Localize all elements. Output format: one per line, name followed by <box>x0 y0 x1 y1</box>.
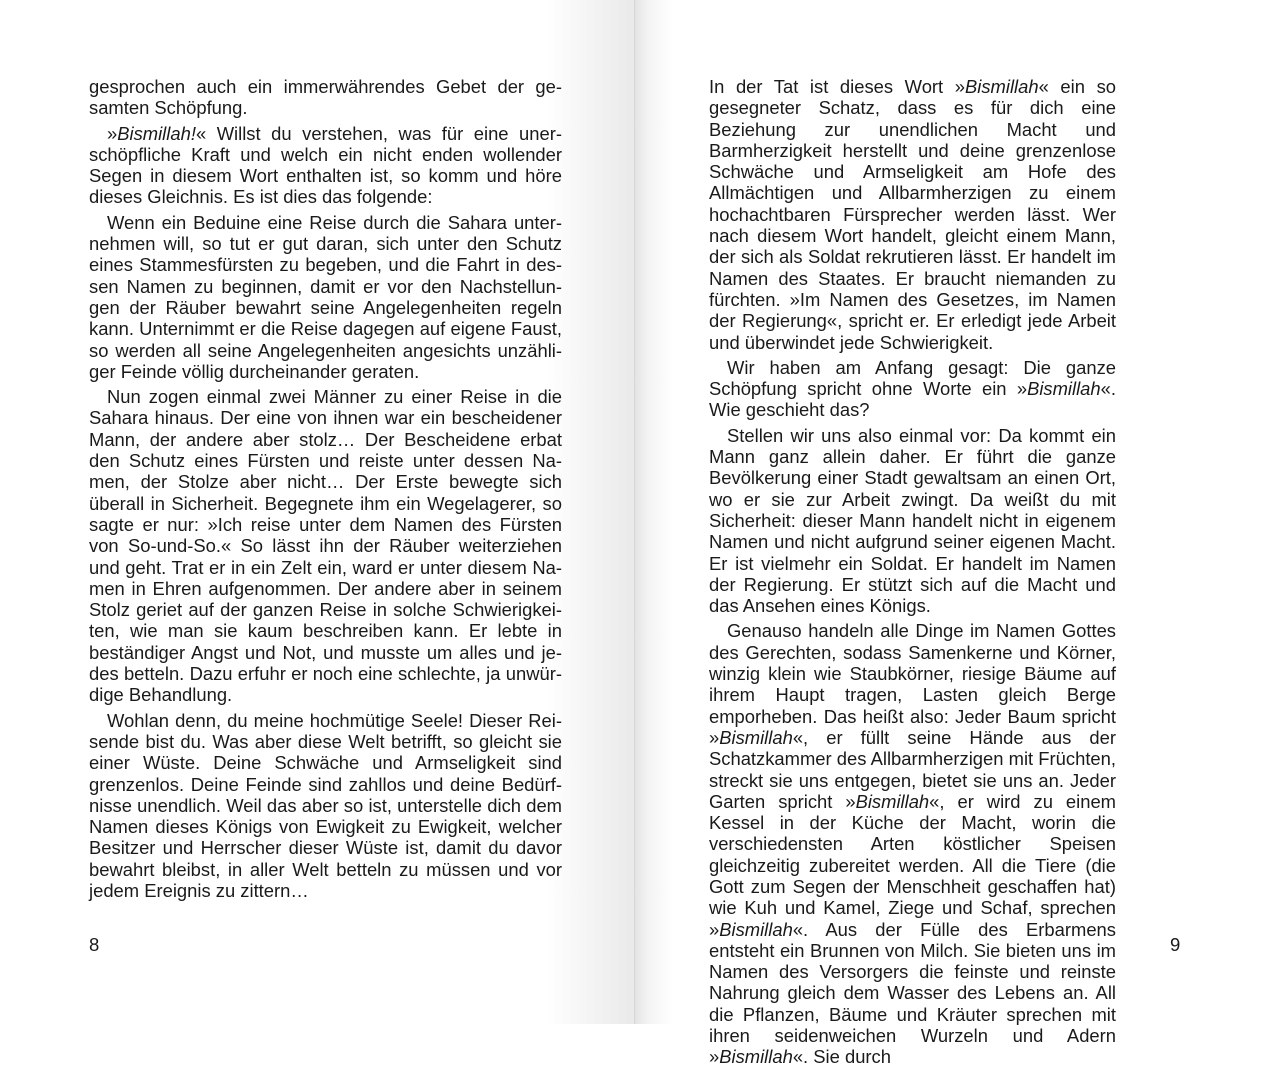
italic-text: Bismillah <box>1027 378 1101 400</box>
paragraph: Wenn ein Beduine eine Reise durch die Sahara unternehmen will, so tut er gut daran, sich unter den Schutz eines Stammesfürsten zu begeben, und die Fahrt in dessen Namen zu beginnen, damit er vor den Nachstellungen der Räuber bewahrt seine Angelegenheiten regeln kann. Unternimmt er die Reise dagegen auf eigene Faust, so werden all seine Angelegenheiten angesichts unzähliger Feinde völlig durcheinander geraten. <box>89 211 562 382</box>
italic-text: Bismillah <box>719 726 793 748</box>
italic-text: Bismillah <box>855 790 930 812</box>
paragraph: gesprochen auch ein immerwährendes Gebet der gesamten Schöpfung. <box>89 76 562 119</box>
page-number-left: 8 <box>89 934 100 955</box>
paragraph: Nun zogen einmal zwei Männer zu einer Reise in die Sahara hinaus. Der eine von ihnen war ein bescheidener Mann, der andere aber stolz… Der Bescheidene erbat den Schutz eines Fürsten und reiste unter dessen Namen, der Stolze aber nicht… Der Erste bewegte sich überall in Sicherheit. Begegnete ihm ein Wegelagerer, so sagte er nur: »Ich reise unter dem Namen des Fürsten von So-und-So.« So lässt ihn der Räuber weiterziehen und geht. Trat er in ein Zelt ein, ward er unter diesem Namen in Ehren aufgenommen. Der andere aber in seinem Stolz geriet auf der ganzen Reise in solche Schwierigkeiten, wie man sie kaum beschreiben kann. Er lebte in beständiger Angst und Not, und musste um alles und jedes betteln. Dazu erfuhr er noch eine schlechte, ja unwürdige Behandlung. <box>89 386 562 706</box>
left-page-text <box>89 76 562 905</box>
italic-text: Bismillah! <box>117 122 196 144</box>
italic-text: Bismillah <box>719 918 793 940</box>
italic-text: Bismillah <box>965 76 1039 97</box>
paragraph: Genauso handeln alle Dinge im Namen Gottes des Gerechten, sodass Samenkerne und Körner, winzig klein wie Staubkörner, riesige Bäume auf ihrem Haupt tragen, Lasten gleich Berge emporheben. Das heißt also: Jeder Baum spricht »Bismillah«, er füllt seine Hände aus der Schatzkammer des Allbarmherzigen mit Früchten, streckt sie uns entgegen, bietet sie uns an. Jeder Garten spricht »Bismillah«, er wird zu einem Kessel in der Küche der Macht, worin die verschiedensten Arten köstlicher Speisen gleichzeitig zubereitet werden. All die Tiere (die Gott zum Segen der Menschheit geschaffen hat) wie Kuh und Kamel, Ziege und Schaf, sprechen »Bismillah«. Aus der Fülle des Erbarmens entsteht ein Brunnen von Milch. Sie bieten uns im Namen des Versorgers die feinste und reinste Nahrung gleich dem Wasser des Lebens an. All die Pflanzen, Bäume und Kräuter sprechen mit ihren seidenweichen Wurzeln und Adern »Bismillah«. Sie durch <box>709 620 1116 1068</box>
right-page-text <box>709 76 1116 1072</box>
paragraph: Wir haben am Anfang gesagt: Die ganze Schöpfung spricht ohne Worte ein »Bismillah«. Wie geschieht das? <box>709 356 1116 421</box>
left-page <box>0 0 635 1024</box>
page-number-right: 9 <box>1170 934 1181 955</box>
paragraph: »Bismillah!« Willst du verstehen, was für eine unerschöpfliche Kraft und welch ein nicht enden wollender Segen in diesem Wort enthalten ist, so komm und höre dieses Gleichnis. Es ist dies das folgende: <box>89 122 562 208</box>
italic-text: Bismillah <box>719 1046 793 1068</box>
paragraph: In der Tat ist dieses Wort »Bismillah« ein so gesegneter Schatz, dass es für dich eine Beziehung zur unendlichen Macht und Barmherzigkeit herstellt und deine grenzenlose Schwäche und Armseligkeit am Hofe des Allmächtigen und Allbarmherzigen zu einem hochachtbaren Fürsprecher werden lässt. Wer nach diesem Wort handelt, gleicht einem Mann, der sich als Soldat rekrutieren lässt. Er handelt im Namen des Staates. Er braucht niemanden zu fürchten. »Im Namen des Gesetzes, im Namen der Regierung«, spricht er. Er erledigt jede Arbeit und überwindet jede Schwierigkeit. <box>709 76 1116 353</box>
right-page <box>635 0 1270 1068</box>
paragraph: Stellen wir uns also einmal vor: Da kommt ein Mann ganz allein daher. Er führt die ganze Bevölkerung einer Stadt gewaltsam an einen Ort, wo er sie zur Arbeit zwingt. Da weißt du mit Sicherheit: dieser Mann handelt nicht in eigenem Namen und nicht aufgrund seiner eigenen Macht. Er ist vielmehr ein Soldat. Er handelt im Namen der Regierung. Er stützt sich auf die Macht und das Ansehen eines Königs. <box>709 424 1116 617</box>
paragraph: Wohlan denn, du meine hochmütige Seele! Dieser Reisende bist du. Was aber diese Welt betrifft, so gleicht sie einer Wüste. Deine Schwäche und Armseligkeit sind grenzenlos. Deine Feinde sind zahllos und deine Bedürfnisse unendlich. Weil das aber so ist, unterstelle dich dem Namen dieses Königs von Ewigkeit zu Ewigkeit, welcher Besitzer und Herrscher dieser Wüste ist, damit du davor bewahrt bleibst, in aller Welt betteln zu müssen und vor jedem Ereignis zu zittern… <box>89 709 562 901</box>
